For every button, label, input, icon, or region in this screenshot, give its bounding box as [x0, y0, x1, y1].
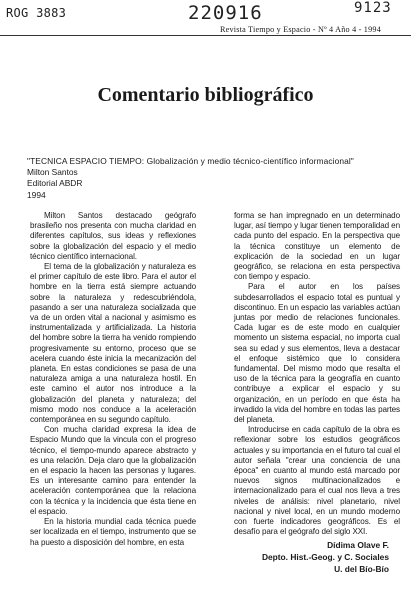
handwritten-code-mid: 220916: [188, 2, 263, 24]
signature-name: Dídima Olave F.: [327, 540, 389, 550]
paragraph: En la historia mundial cada técnica puede ser localizada en el tiempo, instrumento que se ha puesto a disposición del hombre, en esta: [30, 517, 196, 547]
paragraph: Con mucha claridad expresa la idea de Espacio Mundo que la vincula con el progreso técnico, el tiempo-mundo aparece abstracto y es una relación. Deja claro que la globalización en el espacio la hacen las personas y lugares. Es un interesante camino para entender la aceleración contemporánea que la relaciona con la técnica y la incidencia que ésta tiene en el espacio.: [30, 425, 196, 516]
handwritten-code-left: ROG 3883: [6, 6, 67, 20]
signature-block: [262, 539, 389, 575]
book-title: "TECNICA ESPACIO TIEMPO: Globalización y medio técnico-científico informacional": [27, 156, 354, 166]
book-reference: [27, 156, 354, 201]
header-rule: [0, 35, 411, 36]
signature-department: Depto. Hist.-Geog. y C. Sociales: [261, 552, 389, 562]
handwritten-code-right: 9123: [354, 0, 392, 16]
paragraph: Para el autor en los países subdesarrollados el espacio total es puntual y discontinuo. En un espacio las variables actúan juntas por medio de relaciones funcionales. Cada lugar es de este modo en cualquier momento un sistema espacial, no importa cual sea su edad y sus elementos, lleva a destacar el enfoque sistémico que lo considera fundamental. Del mismo modo que resalta el uso de la técnica para la geografía en cuanto contribuye a explicar el espacio y su organización, en un período en que ésta ha invadido la vida del hombre en todas las partes del planeta.: [234, 282, 400, 425]
book-author: Milton Santos: [27, 167, 78, 178]
book-publisher: Editorial ABDR: [27, 178, 83, 189]
page-title: Comentario bibliográfico: [97, 84, 314, 106]
paragraph: Milton Santos destacado geógrafo brasileño nos presenta con mucha claridad en diferentes capítulos, sus ideas y reflexiones sobre la globalización del espacio y el medio técnico científico internacional.: [30, 211, 196, 261]
signature-university: U. del Bío-Bío: [334, 564, 389, 574]
paragraph: Introducirse en cada capítulo de la obra es reflexionar sobre los estudios geográficos actuales y su importancia en el futuro tal cual el autor señala "crear una conciencia de una época" en cuanto al mundo está marcado por nuevos signos multinacionalizados e internacionalizado para el cual nos lleva a tres niveles de análisis: nivel planetario, nivel nacional y nivel local, en un mundo moderno con fuerte indicadores geográficos. Es el desafío para el geógrafo del siglo XXI.: [234, 425, 400, 537]
journal-header: Revista Tiempo y Espacio - Nº 4 Año 4 - 1994: [220, 25, 381, 34]
body-column-left: [30, 211, 196, 548]
paragraph: forma se han impregnado en un determinado lugar, así tiempo y lugar tienen temporalidad en cada punto del espacio. En la perspectiva que la técnica constituye un elemento de explicación de la sociedad en un lugar geográfico, se relaciona en esta perspectiva con tiempo y espacio.: [234, 211, 400, 282]
book-year: 1994: [27, 189, 46, 200]
paragraph: El tema de la globalización y naturaleza es el primer capítulo de este libro. Para el autor el hombre en la tierra está siempre actuando sobre la naturaleza y redescubriéndola, pasando a ser una naturaleza socializada que va de un orden vital a nacional y asimismo es instrumentalizada y artificializada. La historia del hombre sobre la tierra ha venido rompiendo progresivamente su entorno, proceso que se acelera cuando éste inicia la mecanización del planeta. En estas condiciones se pasa de una naturaleza amiga a una naturaleza hostil. En este camino el autor nos introduce a la globalización del planeta y naturaleza; del mismo modo nos conduce a la aceleración contemporánea en su segundo capítulo.: [30, 262, 196, 425]
body-column-right: [234, 211, 400, 538]
